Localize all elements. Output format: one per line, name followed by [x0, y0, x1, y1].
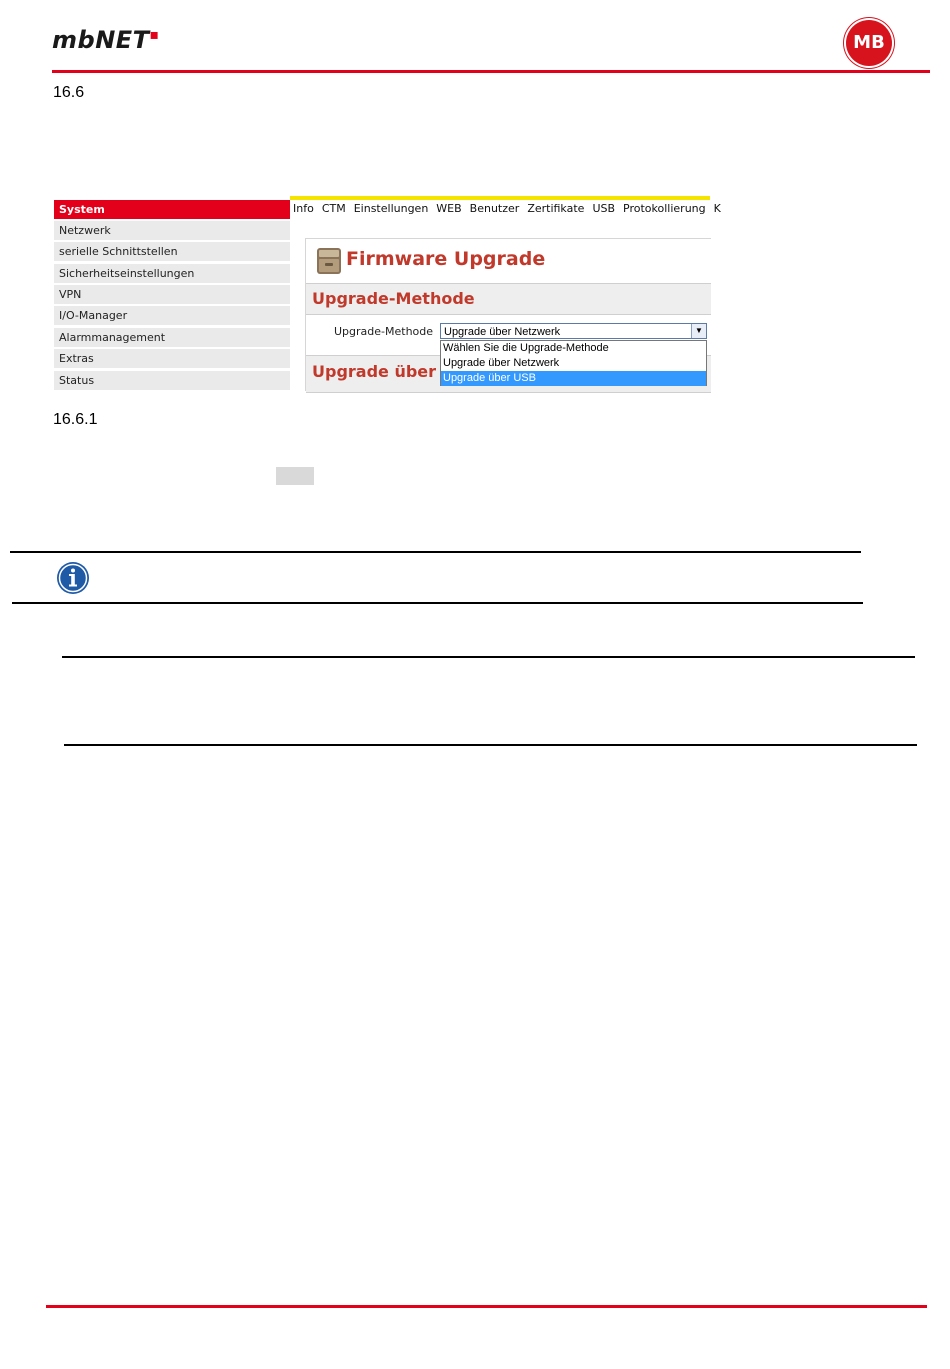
menu-item-benutzer[interactable]: Benutzer	[469, 202, 520, 215]
upgrade-method-dropdown	[440, 340, 707, 386]
header-rule	[52, 70, 930, 73]
menu-item-k[interactable]: K	[713, 202, 721, 215]
table-rule-top	[62, 656, 915, 658]
section-heading: Upgrade-Methode	[312, 289, 475, 308]
upgrade-method-select[interactable]	[440, 323, 707, 339]
menu-item-einstellungen[interactable]: Einstellungen	[353, 202, 429, 215]
sidebar	[54, 196, 290, 390]
menu-item-web[interactable]: WEB	[436, 202, 462, 215]
top-accent-bar	[290, 196, 710, 200]
dropdown-option-highlighted[interactable]: Upgrade über USB	[441, 371, 706, 386]
upgrade-method-label: Upgrade-Methode	[334, 325, 434, 338]
note-rule-top	[10, 551, 861, 553]
section-number-16-6-1: 16.6.1	[53, 411, 98, 428]
inline-button-placeholder	[276, 467, 314, 485]
sidebar-item-system[interactable]: System	[54, 200, 290, 220]
dropdown-option[interactable]: Wählen Sie die Upgrade-Methode	[443, 342, 609, 354]
mbnet-logo: mbNET▪	[52, 26, 160, 54]
note-rule-bottom	[12, 602, 863, 604]
top-menu	[290, 202, 721, 218]
sidebar-item-netzwerk[interactable]: Netzwerk	[54, 221, 290, 241]
sidebar-item-vpn[interactable]: VPN	[54, 285, 290, 305]
page-title: Firmware Upgrade	[346, 248, 546, 270]
sidebar-item-io-manager[interactable]: I/O-Manager	[54, 306, 290, 326]
sidebar-item-alarmmanagement[interactable]: Alarmmanagement	[54, 328, 290, 348]
section-number-16-6: 16.6	[53, 84, 85, 101]
menu-item-usb[interactable]: USB	[592, 202, 616, 215]
sidebar-item-extras[interactable]: Extras	[54, 349, 290, 369]
mb-badge-logo: MB	[846, 20, 892, 66]
menu-item-zertifikate[interactable]: Zertifikate	[527, 202, 585, 215]
sidebar-item-status[interactable]: Status	[54, 371, 290, 391]
sidebar-item-sicherheitseinstellungen[interactable]: Sicherheitseinstellungen	[54, 264, 290, 284]
menu-item-info[interactable]: Info	[293, 202, 314, 215]
table-rule-bottom	[64, 744, 917, 746]
menu-item-protokollierung[interactable]: Protokollierung	[623, 202, 706, 215]
section-header-upgrade-methode	[306, 283, 711, 315]
dropdown-option[interactable]: Upgrade über Netzwerk	[443, 357, 560, 369]
select-value: Upgrade über Netzwerk	[444, 326, 561, 338]
info-circle-icon	[56, 561, 90, 595]
footer-rule	[46, 1305, 927, 1308]
embedded-screenshot	[54, 196, 721, 390]
chevron-down-icon[interactable]: ▼	[691, 324, 706, 338]
next-section-heading: Upgrade über	[312, 362, 437, 381]
menu-item-ctm[interactable]: CTM	[321, 202, 346, 215]
sidebar-item-serielle-schnittstellen[interactable]: serielle Schnittstellen	[54, 242, 290, 262]
content-panel	[305, 238, 711, 391]
archive-box-icon	[316, 245, 342, 275]
